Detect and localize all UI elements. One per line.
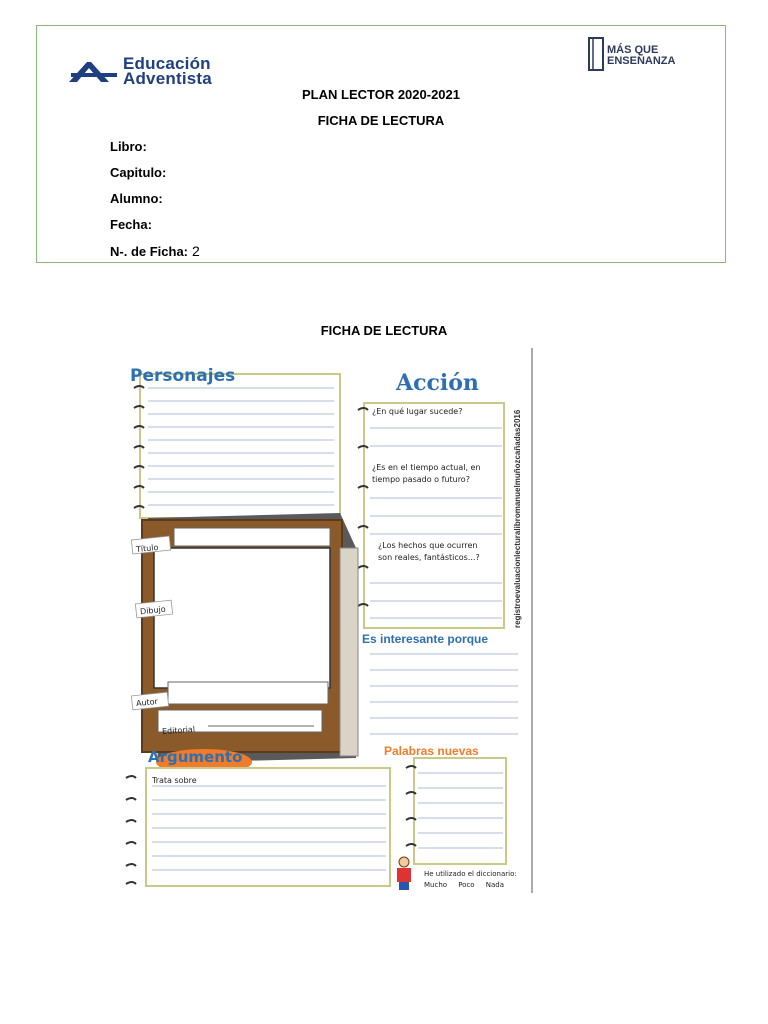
alumno-label: Alumno: bbox=[110, 191, 163, 206]
plan-lector-title: PLAN LECTOR 2020-2021 bbox=[302, 87, 460, 102]
section-title: FICHA DE LECTURA bbox=[320, 323, 448, 338]
argumento-title: Argumento bbox=[148, 748, 243, 766]
palabras-notepad bbox=[406, 758, 506, 864]
question-tiempo-2: tiempo pasado o futuro? bbox=[372, 475, 470, 484]
ficha-number-label: N-. de Ficha: bbox=[110, 244, 189, 259]
question-tiempo-1: ¿Es en el tiempo actual, en bbox=[372, 463, 481, 472]
diccionario-label: He utilizado el diccionario: bbox=[424, 870, 517, 878]
fecha-label: Fecha: bbox=[110, 217, 152, 232]
child-figure-icon bbox=[397, 857, 411, 890]
brand-line-1: Educación bbox=[123, 54, 211, 73]
trata-sobre-label: Trata sobre bbox=[152, 776, 197, 785]
right-logo-line-2: ENSEÑANZA bbox=[607, 55, 676, 67]
libro-label: Libro: bbox=[110, 139, 147, 154]
ficha-number-value: 2 bbox=[192, 243, 200, 259]
option-poco: Poco bbox=[458, 881, 475, 889]
autor-label: Autor bbox=[135, 696, 159, 709]
adventista-logo-icon bbox=[69, 60, 119, 90]
capitulo-label: Capitulo: bbox=[110, 165, 167, 180]
worksheet-drawing bbox=[118, 348, 536, 893]
reading-worksheet bbox=[118, 348, 536, 893]
brand-line-2: Adventista bbox=[123, 69, 212, 88]
interesante-lines bbox=[370, 654, 518, 734]
personajes-title: Personajes bbox=[130, 366, 236, 386]
ficha-number-row bbox=[110, 243, 200, 259]
editorial-label: Editorial bbox=[161, 724, 196, 737]
diccionario-options bbox=[424, 881, 504, 889]
option-nada: Nada bbox=[485, 881, 504, 889]
accion-notepad bbox=[358, 403, 504, 628]
book-logo-icon bbox=[587, 36, 607, 72]
book-illustration bbox=[131, 513, 358, 763]
question-lugar: ¿En qué lugar sucede? bbox=[372, 407, 463, 416]
palabras-nuevas-title: Palabras nuevas bbox=[384, 744, 479, 758]
dibujo-label: Dibujo bbox=[139, 604, 167, 617]
header-frame bbox=[36, 25, 726, 263]
ficha-title: FICHA DE LECTURA bbox=[317, 113, 445, 128]
argumento-notepad bbox=[126, 768, 390, 886]
question-hechos-2: son reales, fantásticos...? bbox=[378, 553, 480, 562]
right-logo-line-1: MÁS QUE bbox=[607, 44, 659, 56]
question-hechos-1: ¿Los hechos que ocurren bbox=[378, 541, 478, 550]
vertical-credit: registroevaluacionlecturalibromanuelmuñozcañadas2016 bbox=[513, 409, 522, 628]
accion-title: Acción bbox=[396, 370, 479, 396]
option-mucho: Mucho bbox=[424, 881, 448, 889]
mas-que-ensenanza-logo bbox=[587, 36, 697, 76]
personajes-notepad bbox=[134, 374, 340, 518]
interesante-title: Es interesante porque bbox=[362, 632, 489, 646]
titulo-label: Título bbox=[135, 542, 159, 555]
